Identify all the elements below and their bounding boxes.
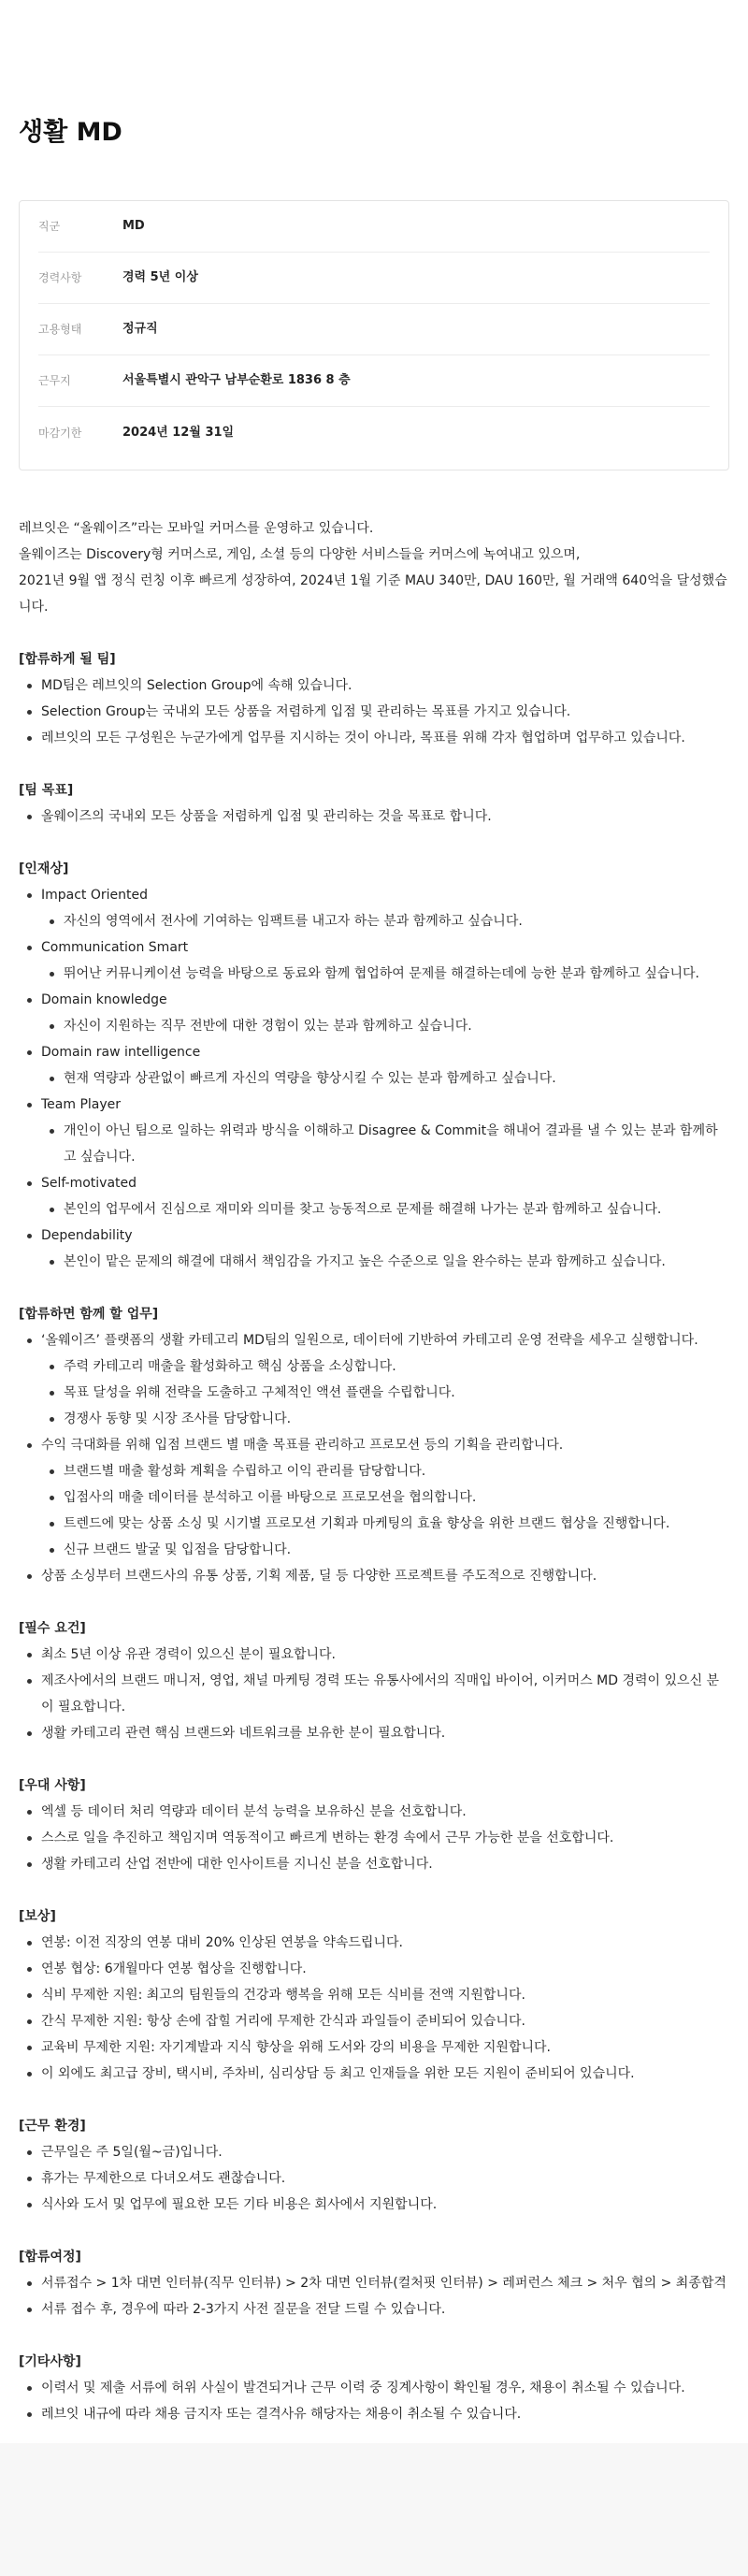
meta-label: 마감기한	[38, 426, 82, 440]
intro-line: 올웨이즈는 Discovery형 커머스로, 게임, 소셜 등의 다양한 서비스들을 커머스에 녹여내고 있으며,	[19, 547, 581, 562]
section-work-environment	[19, 2113, 729, 2218]
list-item-text: Domain raw intelligence	[41, 1045, 201, 1060]
meta-label: 고용형태	[38, 323, 82, 336]
section-compensation	[19, 1903, 729, 2087]
section-title: [합류하게 될 팀]	[19, 652, 116, 667]
sub-list-item: 자신이 지원하는 직무 전반에 대한 경험이 있는 분과 함께하고 싶습니다.	[41, 1013, 729, 1039]
section-responsibilities	[19, 1301, 729, 1589]
section-team	[19, 646, 729, 751]
sub-list-item: 목표 달성을 위해 전략을 도출하고 구체적인 액션 플랜을 수립합니다.	[41, 1380, 729, 1406]
sub-list-item: 신규 브랜드 발굴 및 입점을 담당합니다.	[41, 1537, 729, 1563]
list-item: 간식 무제한 지원: 항상 손에 잡힐 거리에 무제한 간식과 과일들이 준비되어 있습니다.	[19, 2008, 729, 2034]
list-item-text: ‘올웨이즈’ 플랫폼의 생활 카테고리 MD팀의 일원으로, 데이터에 기반하여 카테고리 운영 전략을 세우고 실행합니다.	[41, 1333, 698, 1348]
section-title: [기타사항]	[19, 2354, 81, 2369]
list-item: 서류 접수 후, 경우에 따라 2-3가지 사전 질문을 전달 드릴 수 있습니다.	[19, 2296, 729, 2323]
section-preferred	[19, 1773, 729, 1877]
section-requirements	[19, 1615, 729, 1746]
section-title: [보상]	[19, 1909, 56, 1924]
list-item-text: Team Player	[41, 1097, 122, 1112]
meta-value: 정규직	[122, 322, 158, 336]
list-item: 엑셀 등 데이터 처리 역량과 데이터 분석 능력을 보유하신 분을 선호합니다.	[19, 1799, 729, 1825]
list-item-text: Impact Oriented	[41, 888, 149, 903]
meta-row-experience	[38, 253, 710, 304]
sub-list-item: 입점사의 매출 데이터를 분석하고 이를 바탕으로 프로모션을 협의합니다.	[41, 1484, 729, 1511]
list-item: 생활 카테고리 관련 핵심 브랜드와 네트워크를 보유한 분이 필요합니다.	[19, 1720, 729, 1746]
section-team-goal	[19, 777, 729, 830]
sub-list-item: 개인이 아닌 팀으로 일하는 위력과 방식을 이해하고 Disagree & Commit을 해내어 결과를 낼 수 있는 분과 함께하고 싶습니다.	[41, 1118, 729, 1170]
list-item: 레브잇 내규에 따라 채용 금지자 또는 결격사유 해당자는 채용이 취소될 수 있습니다.	[19, 2401, 729, 2427]
list-item-text: Self-motivated	[41, 1176, 137, 1191]
list-item: 생활 카테고리 산업 전반에 대한 인사이트를 지니신 분을 선호합니다.	[19, 1851, 729, 1877]
meta-row-deadline	[38, 407, 710, 458]
list-item: 교육비 무제한 지원: 자기계발과 지식 향상을 위해 도서와 강의 비용을 무제한 지원합니다.	[19, 2034, 729, 2061]
list-item-text: Domain knowledge	[41, 992, 167, 1007]
list-item	[19, 1432, 729, 1563]
list-item	[19, 987, 729, 1039]
meta-row-location	[38, 355, 710, 407]
list-item: Selection Group는 국내외 모든 상품을 저렴하게 입점 및 관리하는 목표를 가지고 있습니다.	[19, 699, 729, 725]
sub-list-item: 주력 카테고리 매출을 활성화하고 핵심 상품을 소싱합니다.	[41, 1353, 729, 1380]
list-item-text: 수익 극대화를 위해 입점 브랜드 별 매출 목표를 관리하고 프로모션 등의 기획을 관리합니다.	[41, 1438, 564, 1453]
list-item: 연봉 협상: 6개월마다 연봉 협상을 진행합니다.	[19, 1956, 729, 1982]
sub-list-item: 트렌드에 맞는 상품 소싱 및 시기별 프로모션 기획과 마케팅의 효율 향상을 위한 브랜드 협상을 진행합니다.	[41, 1511, 729, 1537]
intro-line: 레브잇은 “올웨이즈”라는 모바일 커머스를 운영하고 있습니다.	[19, 521, 374, 536]
list-item-text: Dependability	[41, 1228, 133, 1243]
list-item	[19, 1039, 729, 1092]
meta-value: 서울특별시 관악구 남부순환로 1836 8 층	[122, 373, 351, 387]
section-title: [필수 요건]	[19, 1621, 86, 1636]
list-item-text: 상품 소싱부터 브랜드사의 유통 상품, 기획 제품, 딜 등 다양한 프로젝트를 주도적으로 진행합니다.	[41, 1569, 597, 1584]
list-item-text: Communication Smart	[41, 940, 189, 955]
list-item: 서류접수 > 1차 대면 인터뷰(직무 인터뷰) > 2차 대면 인터뷰(컬처핏 인터뷰) > 레퍼런스 체크 > 처우 협의 > 최종합격	[19, 2270, 729, 2296]
meta-label: 근무지	[38, 374, 71, 387]
list-item: 휴가는 무제한으로 다녀오셔도 괜찮습니다.	[19, 2165, 729, 2192]
list-item	[19, 882, 729, 934]
section-title: [인재상]	[19, 861, 69, 876]
sub-list-item: 브랜드별 매출 활성화 계획을 수립하고 이익 관리를 담당합니다.	[41, 1458, 729, 1484]
list-item: 식비 무제한 지원: 최고의 팀원들의 건강과 행복을 위해 모든 식비를 전액 지원합니다.	[19, 1982, 729, 2008]
list-item: MD팀은 레브잇의 Selection Group에 속해 있습니다.	[19, 673, 729, 699]
list-item: 식사와 도서 및 업무에 필요한 모든 기타 비용은 회사에서 지원합니다.	[19, 2192, 729, 2218]
meta-label: 직군	[38, 220, 61, 233]
section-title: [합류하면 함께 할 업무]	[19, 1307, 159, 1322]
footer-background	[0, 2443, 748, 2576]
meta-value: MD	[122, 219, 145, 233]
list-item	[19, 1170, 729, 1223]
section-ideal-candidate	[19, 856, 729, 1275]
job-meta-box	[19, 200, 729, 470]
sub-list-item: 본인의 업무에서 진심으로 재미와 의미를 찾고 능동적으로 문제를 해결해 나가는 분과 함께하고 싶습니다.	[41, 1196, 729, 1223]
list-item: 최소 5년 이상 유관 경력이 있으신 분이 필요합니다.	[19, 1642, 729, 1668]
meta-value: 경력 5년 이상	[122, 270, 198, 284]
list-item: 레브잇의 모든 구성원은 누군가에게 업무를 지시하는 것이 아니라, 목표를 위해 각자 협업하며 업무하고 있습니다.	[19, 725, 729, 751]
sub-list-item: 본인이 맡은 문제의 해결에 대해서 책임감을 가지고 높은 수준으로 일을 완수하는 분과 함께하고 싶습니다.	[41, 1249, 729, 1275]
section-hiring-process	[19, 2244, 729, 2323]
list-item: 이력서 및 제출 서류에 허위 사실이 발견되거나 근무 이력 중 징계사항이 확인될 경우, 채용이 취소될 수 있습니다.	[19, 2375, 729, 2401]
section-title: [합류여정]	[19, 2250, 81, 2265]
list-item: 연봉: 이전 직장의 연봉 대비 20% 인상된 연봉을 약속드립니다.	[19, 1930, 729, 1956]
list-item	[19, 1563, 729, 1589]
list-item: 스스로 일을 추진하고 책임지며 역동적이고 빠르게 변하는 환경 속에서 근무 가능한 분을 선호합니다.	[19, 1825, 729, 1851]
sub-list-item: 자신의 영역에서 전사에 기여하는 임팩트를 내고자 하는 분과 함께하고 싶습니다.	[41, 908, 729, 934]
list-item	[19, 1327, 729, 1432]
list-item	[19, 934, 729, 987]
section-other-notes	[19, 2349, 729, 2427]
section-title: [우대 사항]	[19, 1778, 86, 1793]
company-intro	[19, 515, 729, 620]
section-title: [팀 목표]	[19, 783, 74, 798]
meta-row-job-group	[38, 201, 710, 253]
list-item: 올웨이즈의 국내외 모든 상품을 저렴하게 입점 및 관리하는 것을 목표로 합니다.	[19, 803, 729, 830]
meta-label: 경력사항	[38, 271, 82, 284]
section-title: [근무 환경]	[19, 2119, 86, 2134]
page-title: 생활 MD	[19, 118, 122, 147]
meta-value: 2024년 12월 31일	[122, 425, 235, 440]
sub-list-item: 뛰어난 커뮤니케이션 능력을 바탕으로 동료와 함께 협업하여 문제를 해결하는데에 능한 분과 함께하고 싶습니다.	[41, 961, 729, 987]
sub-list-item: 경쟁사 동향 및 시장 조사를 담당합니다.	[41, 1406, 729, 1432]
list-item	[19, 1092, 729, 1170]
list-item	[19, 1223, 729, 1275]
sub-list-item: 현재 역량과 상관없이 빠르게 자신의 역량을 향상시킬 수 있는 분과 함께하고 싶습니다.	[41, 1065, 729, 1092]
list-item: 근무일은 주 5일(월~금)입니다.	[19, 2139, 729, 2165]
intro-line: 2021년 9월 앱 정식 런칭 이후 빠르게 성장하여, 2024년 1월 기준 MAU 340만, DAU 160만, 월 거래액 640억을 달성했습니다.	[19, 573, 727, 615]
list-item: 제조사에서의 브랜드 매니저, 영업, 채널 마케팅 경력 또는 유통사에서의 직매입 바이어, 이커머스 MD 경력이 있으신 분이 필요합니다.	[19, 1668, 729, 1720]
list-item: 이 외에도 최고급 장비, 택시비, 주차비, 심리상담 등 최고 인재들을 위한 모든 지원이 준비되어 있습니다.	[19, 2061, 729, 2087]
meta-row-employment-type	[38, 304, 710, 355]
